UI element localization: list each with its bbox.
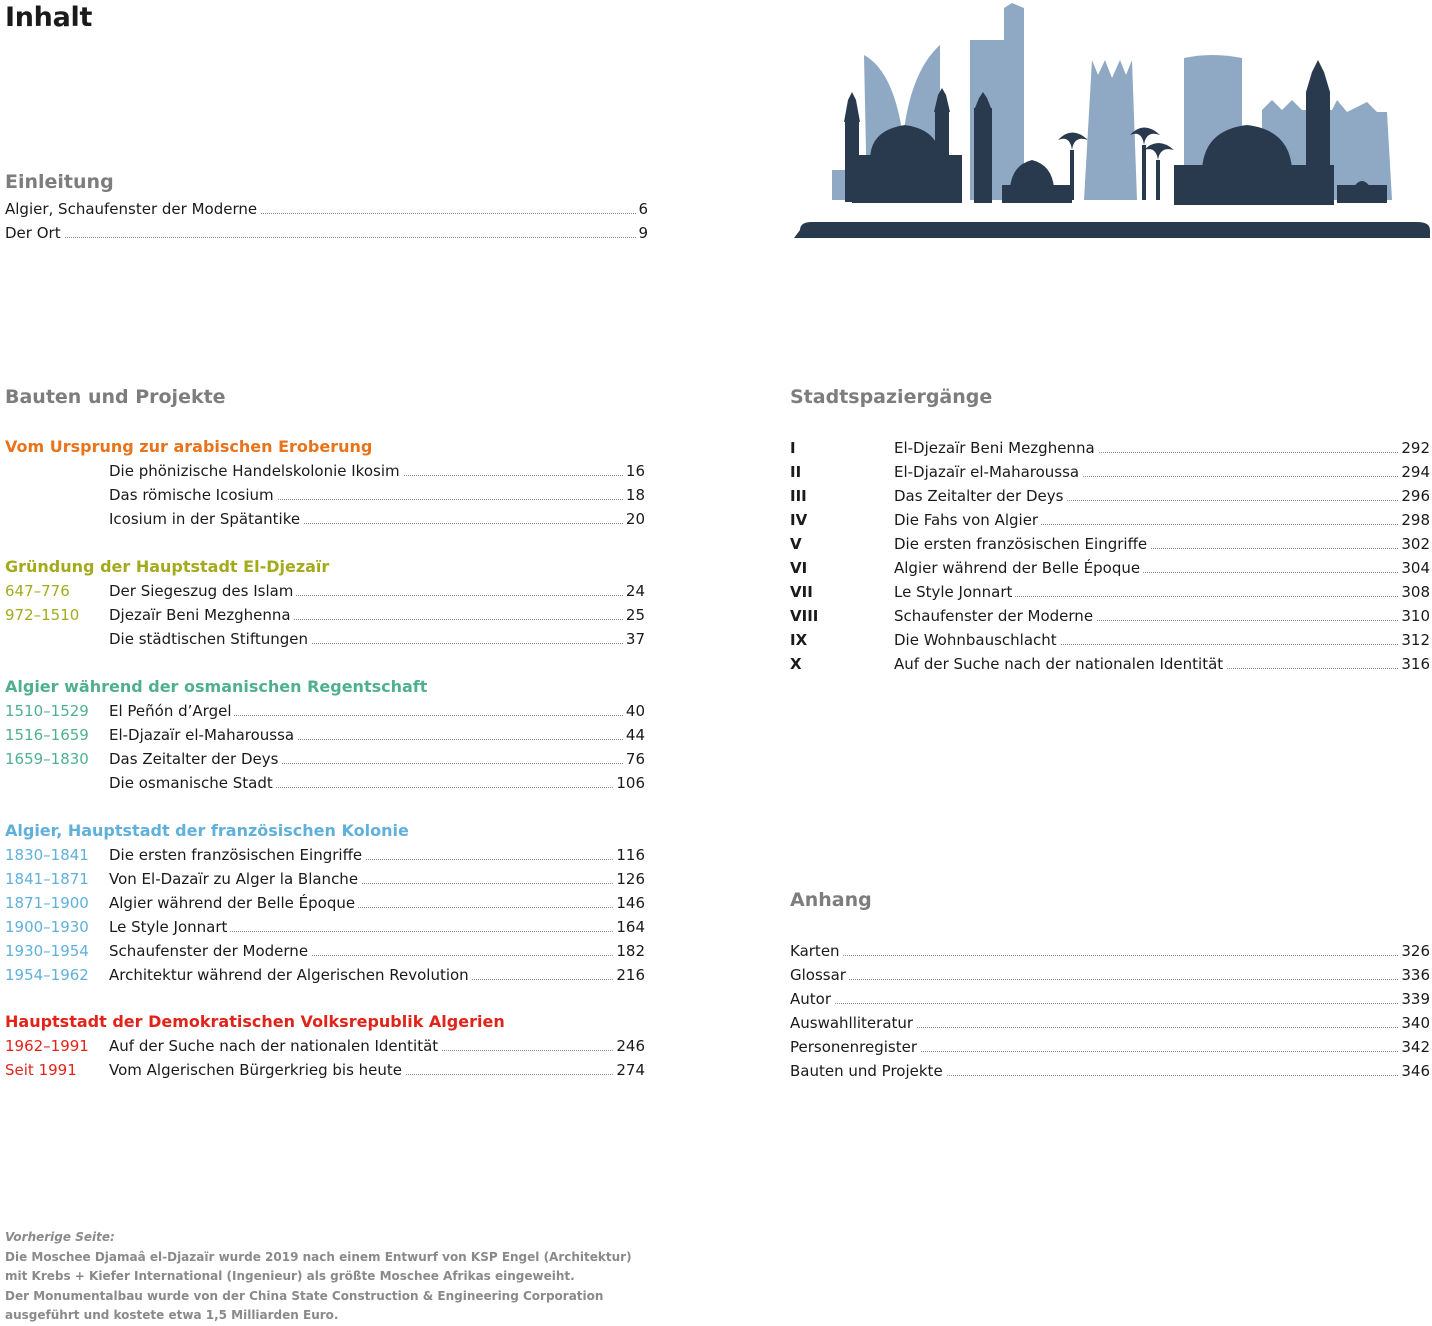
era-heading: Hauptstadt der Demokratischen Volksrepublik Algerien — [5, 1012, 505, 1031]
entry-title: Die ersten französischen Eingriffe — [894, 534, 1150, 554]
entry-title: Die ersten französischen Eingriffe — [109, 845, 365, 865]
entry-title: Die phönizische Handelskolonie Ikosim — [109, 461, 403, 481]
walk-number: II — [790, 463, 802, 481]
toc-entry[interactable] — [790, 965, 1430, 985]
toc-entry[interactable] — [5, 965, 645, 985]
entry-page-number: 316 — [1401, 655, 1430, 673]
entry-page-number: 76 — [625, 750, 645, 768]
entry-page-number: 296 — [1401, 487, 1430, 505]
entry-page-number: 20 — [625, 510, 645, 528]
entry-title: Schaufenster der Moderne — [109, 941, 311, 961]
entry-page-number: 308 — [1401, 583, 1430, 601]
toc-entry[interactable] — [790, 606, 1430, 626]
entry-years: 1830–1841 — [5, 846, 89, 864]
dot-leader — [790, 955, 1430, 956]
caption-lead: Vorherige Seite: — [5, 1230, 115, 1244]
toc-entry[interactable] — [790, 438, 1430, 458]
entry-page-number: 216 — [616, 966, 645, 984]
entry-title: Le Style Jonnart — [109, 917, 230, 937]
walk-number: IV — [790, 511, 808, 529]
entry-title: Algier während der Belle Époque — [109, 893, 358, 913]
dot-leader — [5, 237, 648, 238]
toc-entry[interactable] — [5, 509, 645, 529]
image-caption — [5, 1228, 632, 1326]
entry-page-number: 44 — [625, 726, 645, 744]
entry-page-number: 164 — [616, 918, 645, 936]
entry-title: Autor — [790, 989, 834, 1009]
entry-page-number: 106 — [616, 774, 645, 792]
algiers-skyline-illustration — [792, 0, 1432, 242]
caption-line: Die Moschee Djamaâ el-Djazaïr wurde 2019 nach einem Entwurf von KSP Engel (Architektur) — [5, 1249, 632, 1264]
entry-title: El Peñón d’Argel — [109, 701, 234, 721]
caption-line: ausgeführt und kostete etwa 1,5 Milliarden Euro. — [5, 1308, 339, 1322]
caption-line: Der Monumentalbau wurde von der China State Construction & Engineering Corporation — [5, 1288, 604, 1303]
entry-page-number: 18 — [625, 486, 645, 504]
entry-years: 1659–1830 — [5, 750, 89, 768]
entry-years: 1871–1900 — [5, 894, 89, 912]
entry-title: Algier während der Belle Époque — [894, 558, 1143, 578]
entry-title: Das römische Icosium — [109, 485, 277, 505]
toc-entry[interactable] — [5, 223, 648, 243]
section-heading-bauten: Bauten und Projekte — [5, 386, 226, 408]
toc-entry[interactable] — [790, 582, 1430, 602]
entry-title: Die osmanische Stadt — [109, 773, 276, 793]
entry-title: Personenregister — [790, 1037, 920, 1057]
entry-title: Bauten und Projekte — [790, 1061, 946, 1081]
entry-title: El-Djezaïr Beni Mezghenna — [894, 438, 1098, 458]
section-heading-einleitung: Einleitung — [5, 171, 114, 193]
entry-years: 1900–1930 — [5, 918, 89, 936]
entry-page-number: 326 — [1401, 942, 1430, 960]
toc-entry[interactable] — [5, 629, 645, 649]
entry-title: El-Djazaïr el-Maharoussa — [894, 462, 1082, 482]
entry-page-number: 346 — [1401, 1062, 1430, 1080]
entry-years: 647–776 — [5, 582, 70, 600]
toc-entry[interactable] — [790, 989, 1430, 1009]
toc-entry[interactable] — [790, 654, 1430, 674]
toc-entry[interactable] — [5, 1060, 645, 1080]
section-heading-anhang: Anhang — [790, 889, 872, 911]
entry-title: Von El-Dazaïr zu Alger la Blanche — [109, 869, 361, 889]
entry-page-number: 292 — [1401, 439, 1430, 457]
entry-years: 1930–1954 — [5, 942, 89, 960]
entry-title: Die Fahs von Algier — [894, 510, 1041, 530]
toc-entry[interactable] — [790, 462, 1430, 482]
entry-title: Auf der Suche nach der nationalen Identität — [894, 654, 1226, 674]
toc-entry[interactable] — [790, 558, 1430, 578]
dot-leader — [790, 1003, 1430, 1004]
entry-title: Schaufenster der Moderne — [894, 606, 1096, 626]
toc-entry[interactable] — [5, 917, 645, 937]
era-heading: Vom Ursprung zur arabischen Eroberung — [5, 437, 373, 456]
era-heading: Gründung der Hauptstadt El-Djezaïr — [5, 557, 330, 576]
section-heading-stadtspaziergaenge: Stadtspaziergänge — [790, 386, 993, 408]
entry-title: Auswahlliteratur — [790, 1013, 916, 1033]
toc-entry[interactable] — [5, 581, 645, 601]
entry-title: Djezaïr Beni Mezghenna — [109, 605, 294, 625]
caption-line: mit Krebs + Kiefer International (Ingenieur) als größte Moschee Afrikas eingeweiht. — [5, 1269, 575, 1283]
toc-entry[interactable] — [790, 486, 1430, 506]
toc-entry[interactable] — [790, 1061, 1430, 1081]
toc-entry[interactable] — [5, 461, 645, 481]
entry-title: Algier, Schaufenster der Moderne — [5, 199, 260, 219]
entry-page-number: 37 — [625, 630, 645, 648]
entry-title: Die städtischen Stiftungen — [109, 629, 311, 649]
entry-years: Seit 1991 — [5, 1061, 77, 1079]
toc-entry[interactable] — [790, 1013, 1430, 1033]
walk-number: VIII — [790, 607, 819, 625]
entry-page-number: 302 — [1401, 535, 1430, 553]
entry-title: Glossar — [790, 965, 849, 985]
entry-title: Vom Algerischen Bürgerkrieg bis heute — [109, 1060, 405, 1080]
entry-title: Das Zeitalter der Deys — [894, 486, 1066, 506]
entry-title: Karten — [790, 941, 843, 961]
entry-page-number: 126 — [616, 870, 645, 888]
toc-entry[interactable] — [5, 199, 648, 219]
entry-years: 1510–1529 — [5, 702, 89, 720]
entry-title: Die Wohnbauschlacht — [894, 630, 1060, 650]
toc-entry[interactable] — [5, 773, 645, 793]
entry-page-number: 25 — [625, 606, 645, 624]
entry-page-number: 182 — [616, 942, 645, 960]
entry-page-number: 294 — [1401, 463, 1430, 481]
entry-page-number: 298 — [1401, 511, 1430, 529]
entry-page-number: 6 — [638, 200, 648, 218]
entry-title: Le Style Jonnart — [894, 582, 1015, 602]
entry-page-number: 340 — [1401, 1014, 1430, 1032]
entry-page-number: 339 — [1401, 990, 1430, 1008]
entry-page-number: 342 — [1401, 1038, 1430, 1056]
entry-page-number: 116 — [616, 846, 645, 864]
toc-entry[interactable] — [5, 845, 645, 865]
entry-title: Der Siegeszug des Islam — [109, 581, 296, 601]
entry-page-number: 16 — [625, 462, 645, 480]
entry-title: Icosium in der Spätantike — [109, 509, 303, 529]
entry-years: 1954–1962 — [5, 966, 89, 984]
walk-number: VI — [790, 559, 808, 577]
walk-number: IX — [790, 631, 808, 649]
entry-years: 1841–1871 — [5, 870, 89, 888]
toc-entry[interactable] — [5, 701, 645, 721]
toc-entry[interactable] — [790, 534, 1430, 554]
era-heading: Algier während der osmanischen Regentschaft — [5, 677, 428, 696]
toc-entry[interactable] — [5, 893, 645, 913]
toc-entry[interactable] — [5, 869, 645, 889]
toc-entry[interactable] — [5, 605, 645, 625]
entry-title: Das Zeitalter der Deys — [109, 749, 281, 769]
dot-leader — [790, 979, 1430, 980]
toc-entry[interactable] — [5, 1036, 645, 1056]
entry-title: Der Ort — [5, 223, 64, 243]
entry-page-number: 9 — [638, 224, 648, 242]
toc-entry[interactable] — [790, 510, 1430, 530]
walk-number: X — [790, 655, 802, 673]
entry-page-number: 312 — [1401, 631, 1430, 649]
entry-years: 972–1510 — [5, 606, 80, 624]
entry-title: Architektur während der Algerischen Revolution — [109, 965, 472, 985]
entry-page-number: 24 — [625, 582, 645, 600]
entry-page-number: 146 — [616, 894, 645, 912]
walk-number: I — [790, 439, 796, 457]
entry-page-number: 274 — [616, 1061, 645, 1079]
entry-title: El-Djazaïr el-Maharoussa — [109, 725, 297, 745]
walk-number: III — [790, 487, 807, 505]
entry-years: 1516–1659 — [5, 726, 89, 744]
toc-entry[interactable] — [5, 725, 645, 745]
entry-page-number: 310 — [1401, 607, 1430, 625]
toc-entry[interactable] — [790, 1037, 1430, 1057]
toc-entry[interactable] — [790, 941, 1430, 961]
page-title: Inhalt — [5, 2, 93, 33]
entry-page-number: 246 — [616, 1037, 645, 1055]
toc-entry[interactable] — [5, 749, 645, 769]
walk-number: V — [790, 535, 802, 553]
walk-number: VII — [790, 583, 813, 601]
toc-entry[interactable] — [5, 485, 645, 505]
entry-page-number: 40 — [625, 702, 645, 720]
entry-years: 1962–1991 — [5, 1037, 89, 1055]
entry-page-number: 304 — [1401, 559, 1430, 577]
entry-page-number: 336 — [1401, 966, 1430, 984]
toc-entry[interactable] — [790, 630, 1430, 650]
toc-entry[interactable] — [5, 941, 645, 961]
era-heading: Algier, Hauptstadt der französischen Kolonie — [5, 821, 409, 840]
entry-title: Auf der Suche nach der nationalen Identität — [109, 1036, 441, 1056]
